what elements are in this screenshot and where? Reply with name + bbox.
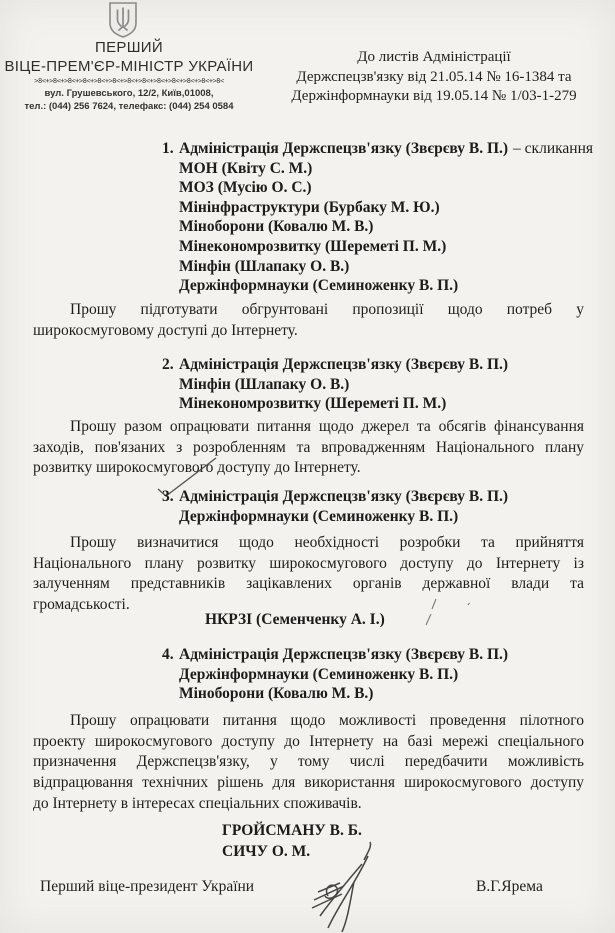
section-number: 1. [162,140,174,157]
section-number: 4. [162,646,174,663]
addressee: Адміністрація Держспецзв'язку (Звєрєву В. П.) [179,646,509,663]
paragraph-line: розвитку широкосмугового доступу до Інтернету. [33,459,361,477]
addressee-line [162,355,508,375]
addressee: Адміністрація Держспецзв'язку (Звєрєву В. П.) [179,140,509,157]
addressee-line: МОН (Квіту С. М.) [179,159,313,177]
addressee-line: Мінекономрозвитку (Шереметі П. М.) [179,237,447,255]
addressee-line: Держінформнауки (Семиноженку В. П.) [179,277,459,295]
paragraph-line: широкосмуговому доступі до Інтернету. [33,321,298,339]
letterhead-ornament: >8<+>8<+>8<+>8<+>8<+>8<+>8<+>8<+>8<+>8<+>8<+>8<+>8< [34,77,224,85]
addressee: Адміністрація Держспецзв'язку (Звєрєву В. П.) [179,356,509,373]
section-3-paragraph [33,533,584,616]
reference-line1: До листів Адміністрації [357,49,511,65]
addressee-line [162,645,508,665]
section-2-paragraph [33,417,584,479]
signer-name: В.Г.Ярема [476,878,543,895]
reference-line3: Держінформнауки від 19.05.14 № 1/03-1-279 [291,88,577,104]
paragraph-line: Національного плану розвитку широкосмугового доступу до Інтернету із [33,554,584,572]
section-4-paragraph [33,711,584,815]
addressee-line: Держінформнауки (Семиноженку В. П.) [179,507,459,525]
section-3-addressees [162,487,508,526]
paragraph-line: до Інтернету в інтересах спеціальних споживачів. [33,794,362,812]
addressee-line: Держінформнауки (Семиноженку В. П.) [179,665,459,683]
addressee-line: Міноборони (Ковалю М. В.) [179,218,374,236]
section-number: 3. [162,488,174,505]
letterhead-title [0,38,258,76]
addressee-line [162,139,593,159]
letterhead-address [0,88,258,113]
section-1-paragraph [33,300,584,341]
paragraph-line: Прошу визначитися щодо необхідності розробки та прийняття [70,534,584,551]
signoff-name1: ГРОЙСМАНУ В. Б. [222,822,362,839]
section-number: 2. [162,356,174,373]
handwritten-signature [298,838,398,933]
signoff-name2: СИЧУ О. М. [222,843,311,860]
signer-position: Перший віце-президент України [40,878,255,895]
addressee-line: Міноборони (Ковалю М. В.) [179,685,374,703]
paragraph-line: відпрацювання технічних рішень для використання широкосмугового доступу [33,774,584,792]
addressee-line [162,487,508,507]
addressee-line: Мінінфраструктури (Бурбаку М. Ю.) [179,198,440,216]
addressee-line: Мінекономрозвитку (Шереметі П. М.) [179,395,447,413]
paragraph-line: залученням представників зацікавлених органів державної влади та [33,575,584,593]
paragraph-line: Прошу підготувати обгрунтовані пропозиції щодо потреб у [70,301,584,318]
convene-note: – скликання [513,140,594,157]
nkrzi-line: НКРЗІ (Семенченку А. І.) [205,611,385,628]
section-1-addressees [162,139,593,296]
section-4-addressees [162,645,508,704]
section-2-addressees [162,355,508,414]
reference-line2: Держспецзв'язку від 21.05.14 № 16-1384 та [296,68,572,85]
reference-block [258,48,610,107]
paragraph-line: заходів, пов'язаних з розробленням та впровадженням Національного плану [33,438,584,456]
paragraph-line: Прошу разом опрацювати питання щодо джерел та обсягів фінансування [70,418,584,435]
addressee-line: Мінфін (Шлапаку О. В.) [179,375,350,393]
addressee-line: МОЗ (Мусію О. С.) [179,179,312,197]
paragraph-line: призначення Держспецзв'язку, у тому числі передбачити можливість [33,753,584,771]
ukraine-trident-shield-icon [107,2,139,43]
paragraph-line: громадськості. [33,596,130,614]
paragraph-line: Прошу опрацювати питання щодо можливості проведення пілотного [70,712,584,729]
paragraph-line: проекту широкосмугового доступу до Інтернету на базі мережі спеціального [33,732,584,750]
addressee: Адміністрація Держспецзв'язку (Звєрєву В. П.) [179,488,509,505]
addressee-line: Мінфін (Шлапаку О. В.) [179,257,350,275]
address-line1: вул. Грушевського, 12/2, Київ,01008, [44,88,214,99]
letterhead-title-line2: ВІЦЕ-ПРЕМ'ЄР-МІНІСТР УКРАЇНИ [4,58,254,75]
address-line2: тел.: (044) 256 7624, телефакс: (044) 254 0584 [24,100,234,112]
small-pen-strokes [418,595,480,642]
letterhead-title-line1: ПЕРШИЙ [95,39,163,56]
